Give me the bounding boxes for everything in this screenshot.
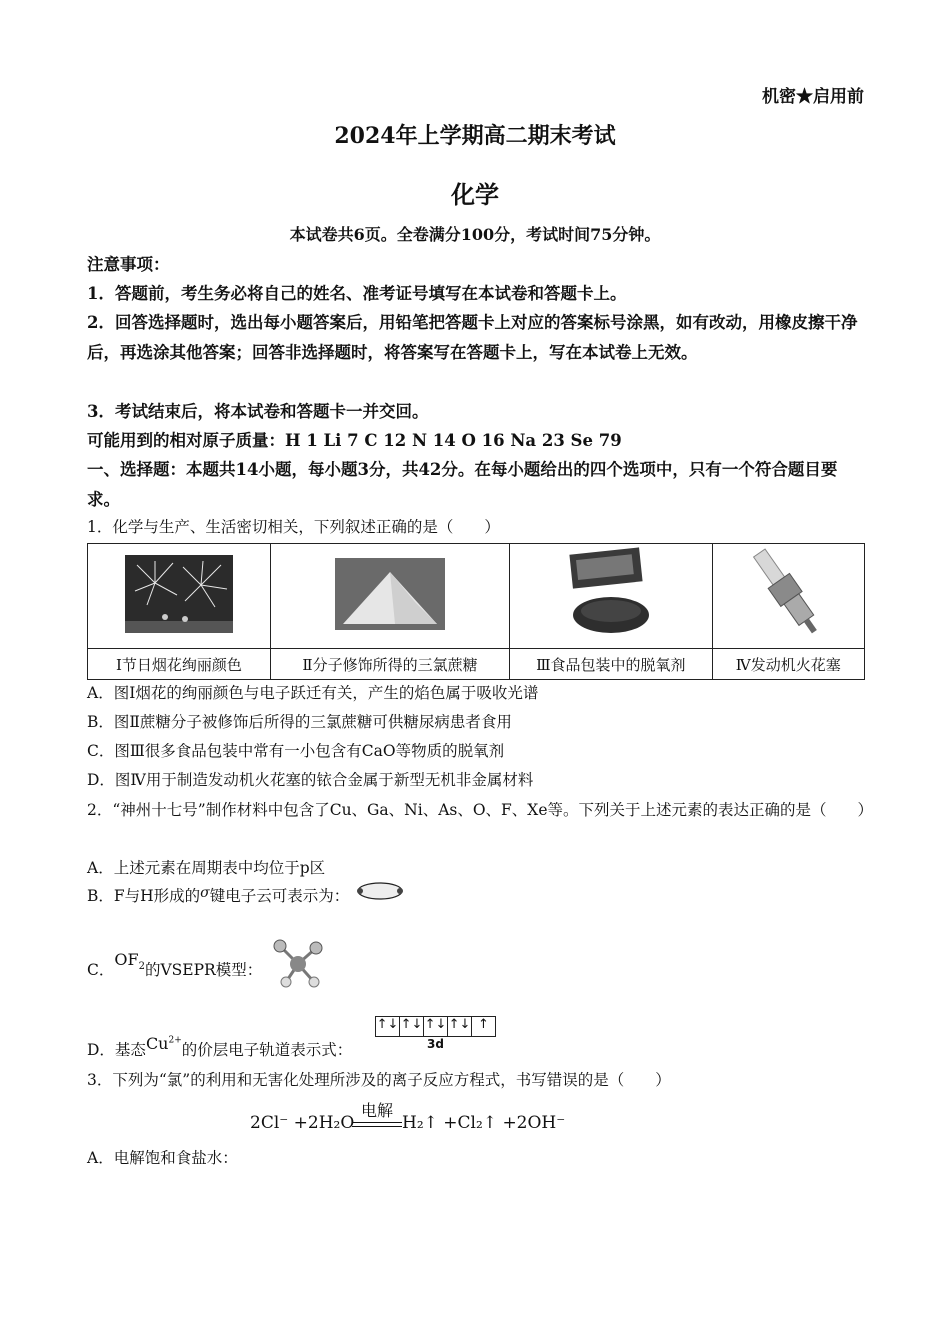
q2-option-c-label: C． (87, 961, 115, 979)
q2-option-b-text: B．F与H形成的 (87, 887, 201, 905)
notes-heading: 注意事项： (87, 255, 170, 274)
question-1-stem: 1．化学与生产、生活密切相关，下列叙述正确的是（ ） (87, 518, 500, 536)
fireworks-image (125, 555, 233, 633)
q1-option-a: A．图Ⅰ烟花的绚丽颜色与电子跃迁有关，产生的焰色属于吸收光谱 (87, 684, 539, 702)
question-1-figure-table (87, 543, 865, 680)
sigma-symbol: σ (200, 885, 210, 901)
electron-cloud-diagram (354, 880, 406, 902)
note-item-2: 2．回答选择题时，选出每小题答案后，用铅笔把答题卡上对应的答案标号涂黑，如有改动，用橡皮擦干净后，再选涂其他答案；回答非选择题时，将答案写在答题卡上，写在本试卷上无效。 (87, 313, 858, 362)
question-2-stem: 2．“神州十七号”制作材料中包含了Cu、Ga、Ni、As、O、F、Xe等。下列关于上述元素的表达正确的是（ ） (87, 801, 874, 819)
subject-title: 化学 (451, 180, 499, 209)
q1-option-c: C．图Ⅲ很多食品包装中常有一小包含有CaO等物质的脱氧剂 (87, 742, 505, 760)
equation-right: H₂↑ +Cl₂↑ +2OH⁻ (402, 1113, 566, 1133)
exam-title: 2024年上学期高二期末考试 (334, 123, 616, 149)
orbital-label: 3d (427, 1037, 444, 1051)
atomic-masses: 可能用到的相对原子质量：H 1 Li 7 C 12 N 14 O 16 Na 23 Se 79 (87, 431, 622, 450)
q2-option-d (87, 1034, 353, 1060)
caption-1: Ⅰ节日烟花绚丽颜色 (88, 649, 271, 680)
orbital-box: ↑↓ (376, 1017, 400, 1036)
cu-charge: 2+ (168, 1035, 182, 1046)
deoxidizer-image (563, 547, 659, 641)
figure-cell-1 (88, 544, 271, 649)
orbital-box: ↑↓ (400, 1017, 424, 1036)
sucralose-powder-image (335, 558, 445, 630)
q2-option-d-label: D．基态 (87, 1041, 146, 1059)
caption-2: Ⅱ分子修饰所得的三氯蔗糖 (270, 649, 509, 680)
electrolysis-condition: 电解 (360, 1101, 393, 1120)
orbital-box-row (375, 1016, 496, 1037)
q2-option-c-text: 的VSEPR模型： (144, 961, 263, 979)
question-3-stem: 3．下列为“氯”的利用和无害化处理所涉及的离子反应方程式，书写错误的是（ ） (87, 1071, 671, 1089)
cu-ion: Cu (145, 1034, 169, 1053)
caption-4: Ⅳ发动机火花塞 (712, 649, 864, 680)
q2-option-c (87, 950, 263, 982)
equation-left: 2Cl⁻ +2H₂O (250, 1113, 355, 1133)
note-item-1: 1．答题前，考生务必将自己的姓名、准考证号填写在本试卷和答题卡上。 (87, 284, 627, 303)
q1-option-b: B．图Ⅱ蔗糖分子被修饰后所得的三氯蔗糖可供糖尿病患者食用 (87, 713, 512, 731)
electrolysis-equation (250, 1098, 570, 1143)
caption-3: Ⅲ食品包装中的脱氧剂 (510, 649, 712, 680)
confidential-mark: 机密★启用前 (762, 87, 864, 107)
figure-cell-4 (712, 544, 864, 649)
section-heading: 一、选择题：本题共14小题，每小题3分，共42分。在每小题给出的四个选项中，只有一个符合题目要求。 (87, 460, 838, 509)
orbital-box: ↑↓ (448, 1017, 472, 1036)
q3-option-a: A．电解饱和食盐水： (87, 1149, 238, 1167)
figure-cell-2 (270, 544, 509, 649)
exam-info: 本试卷共6页。全卷满分100分，考试时间75分钟。 (289, 225, 661, 244)
vsepr-model-image (270, 936, 326, 992)
q2-option-b (87, 884, 406, 908)
note-item-3: 3．考试结束后，将本试卷和答题卡一并交回。 (87, 402, 429, 421)
of2-subscript: 2 (138, 961, 145, 973)
of2-formula: OF (114, 950, 139, 969)
orbital-diagram (375, 1016, 496, 1051)
q2-option-a: A．上述元素在周期表中均位于p区 (87, 859, 326, 877)
orbital-box: ↑ (478, 1017, 489, 1032)
q2-option-d-text: 的价层电子轨道表示式： (181, 1041, 353, 1059)
q2-option-b-text-2: 键电子云可表示为： (209, 887, 350, 905)
q1-option-d: D．图Ⅳ用于制造发动机火花塞的铱合金属于新型无机非金属材料 (87, 771, 534, 789)
spark-plug-image (733, 544, 843, 644)
figure-cell-3 (510, 544, 712, 649)
orbital-box: ↑↓ (424, 1017, 448, 1036)
